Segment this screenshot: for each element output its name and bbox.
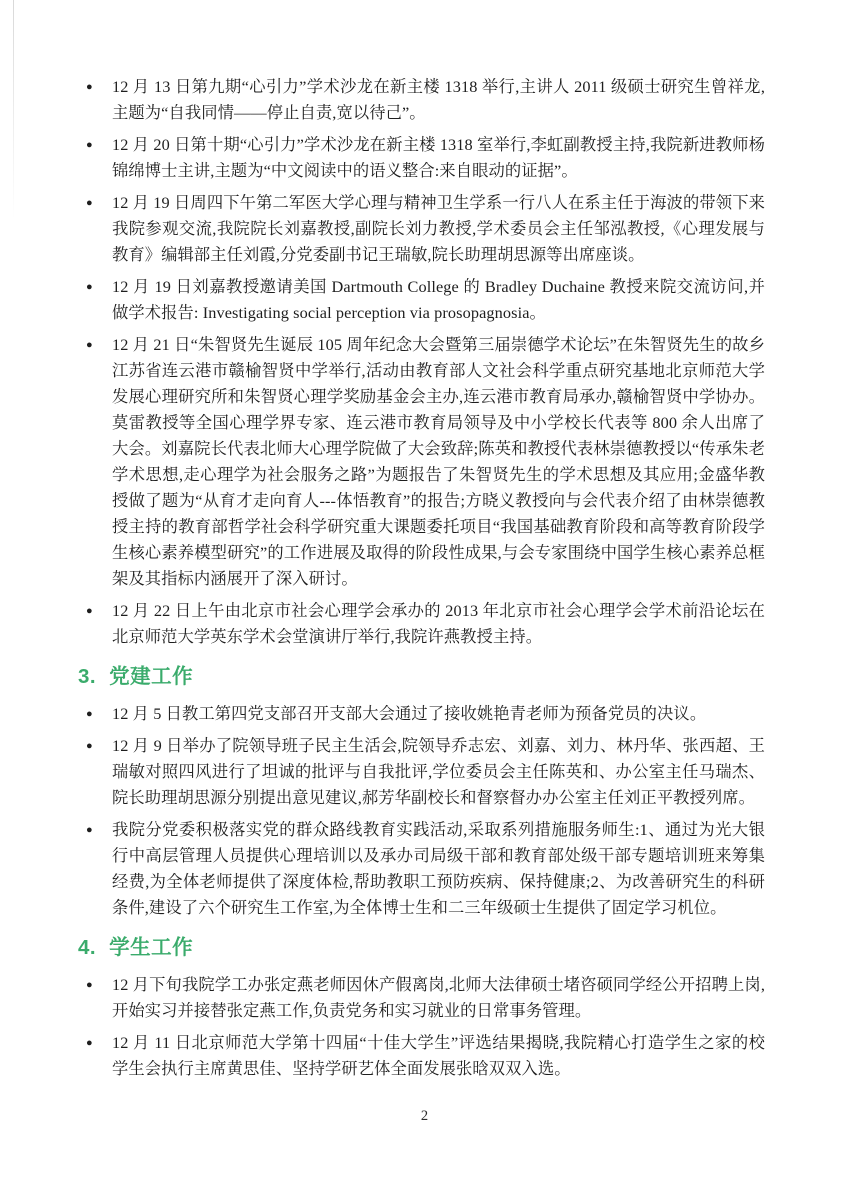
bullet-icon: ● [86, 197, 93, 209]
scan-edge [13, 0, 14, 220]
bullet-text: 12 月 11 日北京师范大学第十四届“十佳大学生”评选结果揭晓,我院精心打造学生之家的校学生会执行主席黄思佳、坚持学研艺体全面发展张晗双双入选。 [112, 1033, 765, 1078]
bullet-icon: ● [86, 605, 93, 617]
bullet-icon: ● [86, 1037, 93, 1049]
bullet-icon: ● [86, 339, 93, 351]
bullet-icon: ● [86, 824, 93, 836]
section-title: 党建工作 [109, 665, 194, 688]
bullet-text: 12 月 5 日教工第四党支部召开支部大会通过了接收姚艳青老师为预备党员的决议。 [112, 704, 707, 723]
bullet-text: 12 月下旬我院学工办张定燕老师因休产假离岗,北师大法律硕士堵咨硕同学经公开招聘上岗,开始实习并接替张定燕工作,负责党务和实习就业的日常事务管理。 [112, 975, 765, 1020]
list-item [85, 1030, 765, 1082]
list-item [85, 972, 765, 1024]
bullet-text: 12 月 22 日上午由北京市社会心理学会承办的 2013 年北京市社会心理学会学术前沿论坛在北京师范大学英东学术会堂演讲厅举行,我院许燕教授主持。 [112, 601, 765, 646]
bullet-icon: ● [86, 979, 93, 991]
section-number: 3. [78, 665, 97, 688]
bullet-icon: ● [86, 81, 93, 93]
list-item [85, 332, 765, 592]
bullet-icon: ● [86, 708, 93, 720]
bullet-text: 12 月 9 日举办了院领导班子民主生活会,院领导乔志宏、刘嘉、刘力、林丹华、张西超、王瑞敏对照四风进行了坦诚的批评与自我批评,学位委员会主任陈英和、办公室主任马瑞杰、院长助理胡思源分别提出意见建议,郝芳华副校长和督察督办办公室主任刘正平教授列席。 [112, 736, 765, 807]
list-item [85, 733, 765, 811]
bullet-text: 12 月 20 日第十期“心引力”学术沙龙在新主楼 1318 室举行,李虹副教授主持,我院新进教师杨锦绵博士主讲,主题为“中文阅读中的语义整合:来自眼动的证据”。 [112, 135, 765, 180]
bullet-text: 12 月 19 日刘嘉教授邀请美国 Dartmouth College 的 Bradley Duchaine 教授来院交流访问,并做学术报告: Investigating social perception via prosopagnosia。 [112, 277, 765, 322]
list-item [85, 274, 765, 326]
bullet-icon: ● [86, 281, 93, 293]
list-item [85, 701, 765, 727]
list-item [85, 74, 765, 126]
bullet-text: 12 月 13 日第九期“心引力”学术沙龙在新主楼 1318 举行,主讲人 2011 级硕士研究生曾祥龙,主题为“自我同情——停止自责,宽以待己”。 [112, 77, 765, 122]
bullet-text: 我院分党委积极落实党的群众路线教育实践活动,采取系列措施服务师生:1、通过为光大银行中高层管理人员提供心理培训以及承办司局级干部和教育部处级干部专题培训班来筹集经费,为全体老师提供了深度体检,帮助教职工预防疾病、保持健康;2、为改善研究生的科研条件,建设了六个研究生工作室,为全体博士生和二三年级硕士生提供了固定学习机位。 [112, 820, 765, 917]
section-title: 学生工作 [109, 936, 194, 959]
section-number: 4. [78, 936, 97, 959]
list-item [85, 598, 765, 650]
list-item [85, 132, 765, 184]
page-number: 2 [420, 1108, 429, 1124]
bullet-icon: ● [86, 740, 93, 752]
section-heading-student-work [78, 934, 765, 962]
section-heading-party-work [78, 663, 765, 691]
list-item [85, 190, 765, 268]
bullet-text: 12 月 19 日周四下午第二军医大学心理与精神卫生学系一行八人在系主任于海波的带领下来我院参观交流,我院院长刘嘉教授,副院长刘力教授,学术委员会主任邹泓教授,《心理发展与教育》编辑部主任刘霞,分党委副书记王瑞敏,院长助理胡思源等出席座谈。 [112, 193, 765, 264]
bullet-icon: ● [86, 139, 93, 151]
bullet-text: 12 月 21 日“朱智贤先生诞辰 105 周年纪念大会暨第三届崇德学术论坛”在朱智贤先生的故乡江苏省连云港市赣榆智贤中学举行,活动由教育部人文社会科学重点研究基地北京师范大学发展心理研究所和朱智贤心理学奖励基金会主办,连云港市教育局承办,赣榆智贤中学协办。莫雷教授等全国心理学界专家、连云港市教育局领导及中小学校长代表等 800 余人出席了大会。刘嘉院长代表北师大心理学院做了大会致辞;陈英和教授代表林崇德教授以“传承朱老学术思想,走心理学为社会服务之路”为题报告了朱智贤先生的学术思想及其应用;金盛华教授做了题为“从育才走向育人---体悟教育”的报告;方晓义教授向与会代表介绍了由林崇德教授主持的教育部哲学社会科学研究重大课题委托项目“我国基础教育阶段和高等教育阶段学生核心素养模型研究”的工作进展及取得的阶段性成果,与会专家围绕中国学生核心素养总框架及其指标内涵展开了深入研讨。 [112, 335, 765, 588]
list-item [85, 817, 765, 921]
